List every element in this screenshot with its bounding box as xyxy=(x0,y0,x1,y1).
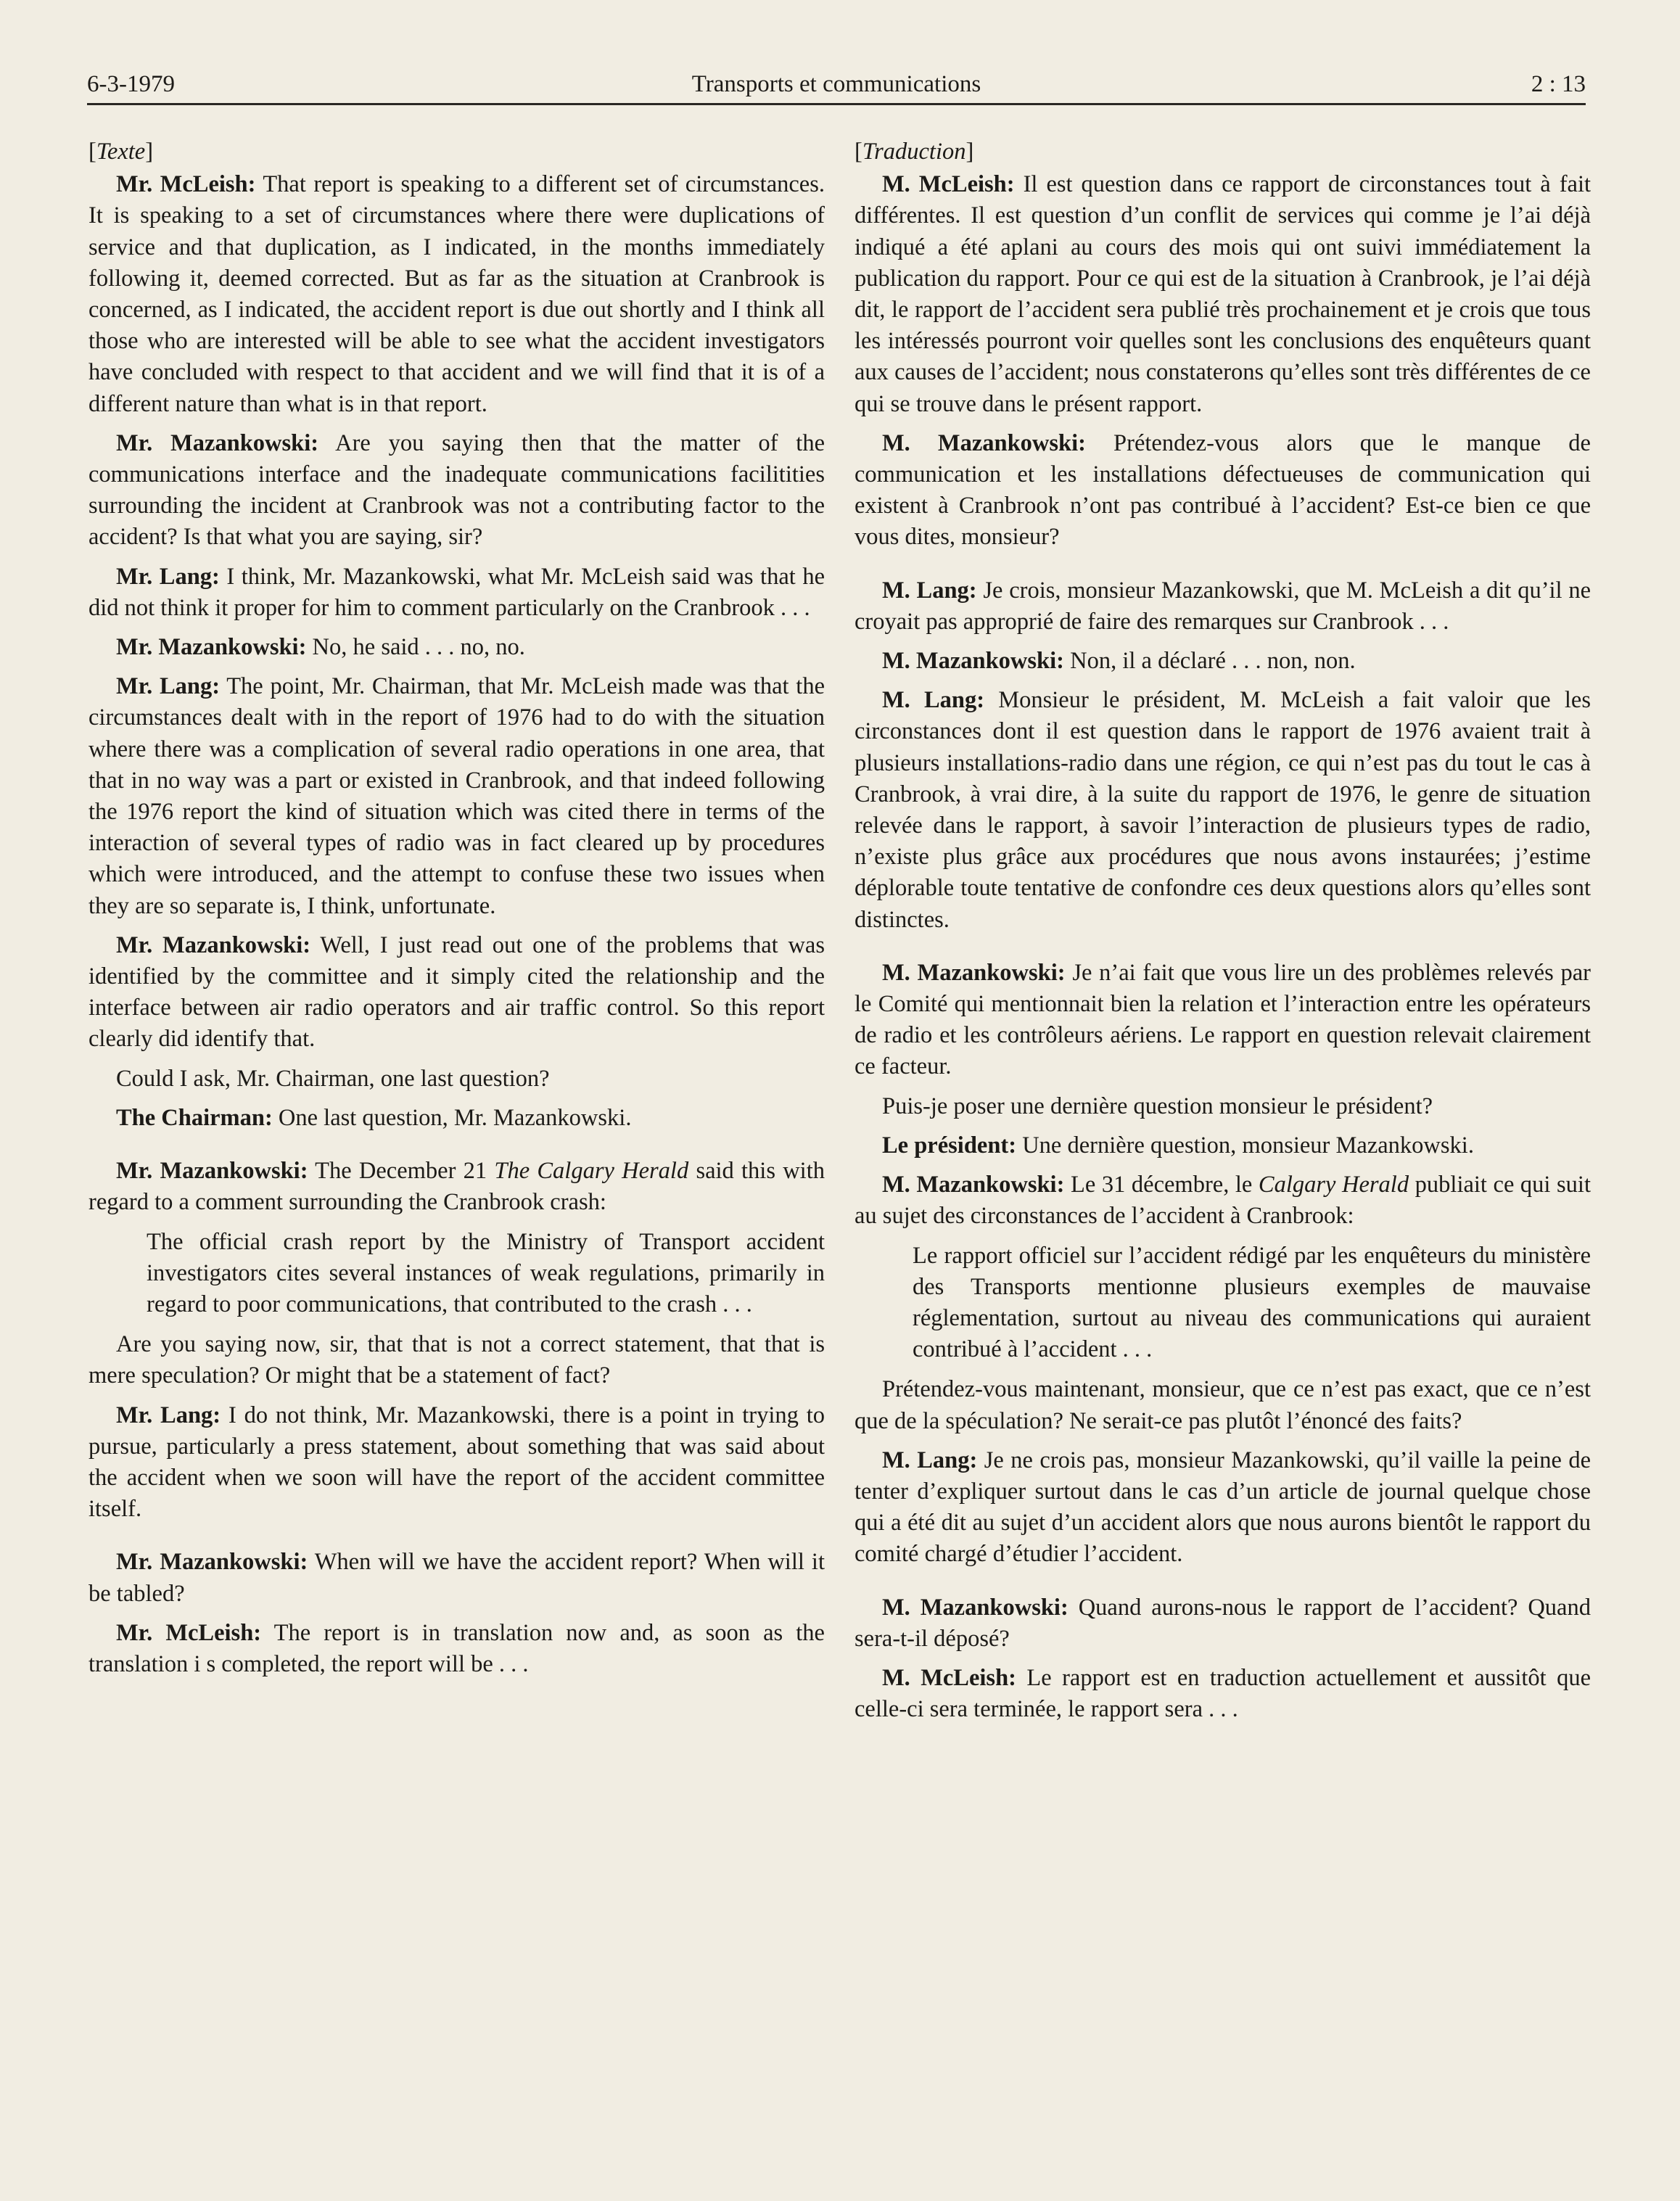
paragraph: Mr. Mazankowski: When will we have the accident report? When will it be tabled? xyxy=(88,1549,825,1607)
header-date: 6-3-1979 xyxy=(87,71,175,97)
paragraph: M. Mazankowski: Non, il a déclaré . . . non, non. xyxy=(882,648,1356,675)
speaker-name: Mr. Lang: xyxy=(116,563,220,590)
speaker-name: M. Mazankowski: xyxy=(882,648,1064,675)
speaker-name: M. McLeish: xyxy=(882,171,1015,198)
newspaper-title: Calgary Herald xyxy=(1258,1172,1409,1198)
paragraph: Mr. Lang: I do not think, Mr. Mazankowski, there is a point in trying to pursue, particularly a press statement, about something that was said about the accident when we soon will have the report of the accident committee itself. xyxy=(88,1402,825,1523)
newspaper-title: The Calgary Herald xyxy=(494,1158,689,1185)
speaker-name: Mr. Mazankowski: xyxy=(116,1549,308,1576)
speaker-name: M. Lang: xyxy=(882,577,977,604)
paragraph: Mr. Mazankowski: Well, I just read out one of the problems that was identified by the committee and it simply cited the relationship and the interface between air radio operators and air traffic control. So this report clearly did identify that. xyxy=(88,931,825,1053)
section-tag: [Traduction] xyxy=(855,139,974,165)
speaker-name: M. Mazankowski: xyxy=(882,429,1086,456)
speaker-name: M. McLeish: xyxy=(882,1664,1016,1691)
speaker-name: The Chairman: xyxy=(116,1104,273,1131)
paragraph: Could I ask, Mr. Chairman, one last question? xyxy=(116,1065,550,1092)
paragraph: Mr. Mazankowski: Are you saying then that the matter of the communications interface and the inadequate communications facilitities surrounding the incident at Cranbrook was not a contributing factor to the accident? Is that what you are saying, sir? xyxy=(88,429,825,551)
paragraph: M. Lang: Je ne crois pas, monsieur Mazankowski, qu’il vaille la peine de tenter d’expliquer surtout dans le cas d’un article de journal quelque chose qui a été dit au sujet d’un accident alors que nous aurons bientôt le rapport du comité chargé d’étudier l’accident. xyxy=(855,1447,1592,1568)
speaker-name: Mr. Mazankowski: xyxy=(116,1158,308,1185)
section-tag: [Texte] xyxy=(88,139,154,165)
paragraph: Are you saying now, sir, that that is not a correct statement, that that is mere speculation? Or might that be a statement of fact? xyxy=(88,1331,825,1389)
speaker-name: Mr. McLeish: xyxy=(116,171,256,198)
paragraph: Mr. Mazankowski: The December 21 The Calgary Herald said this with regard to a comment surrounding the Cranbrook crash: xyxy=(88,1158,825,1216)
paragraph: M. Lang: Je crois, monsieur Mazankowski, que M. McLeish a dit qu’il ne croyait pas approprié de faire des remarques sur Cranbrook . . . xyxy=(855,577,1592,635)
paragraph: Mr. McLeish: The report is in translation now and, as soon as the translation i s completed, the report will be . . . xyxy=(88,1619,825,1677)
running-header xyxy=(87,64,1586,104)
paragraph: M. Mazankowski: Le 31 décembre, le Calgary Herald publiait ce qui suit au sujet des circonstances de l’accident à Cranbrook: xyxy=(855,1172,1591,1230)
speaker-name: M. Mazankowski: xyxy=(882,1594,1068,1621)
paragraph: Mr. Lang: I think, Mr. Mazankowski, what Mr. McLeish said was that he did not think it proper for him to comment particularly on the Cranbrook . . . xyxy=(88,563,825,621)
french-column xyxy=(855,136,1591,1733)
paragraph: Le président: Une dernière question, monsieur Mazankowski. xyxy=(882,1132,1474,1159)
speaker-name: Mr. Lang: xyxy=(116,1402,221,1428)
paragraph: The Chairman: One last question, Mr. Mazankowski. xyxy=(116,1104,632,1131)
english-column xyxy=(88,136,825,1688)
paragraph: M. McLeish: Le rapport est en traduction actuellement et aussitôt que celle-ci sera terminée, le rapport sera . . . xyxy=(855,1664,1591,1723)
paragraph: Mr. Mazankowski: No, he said . . . no, no. xyxy=(116,634,525,661)
paragraph: M. McLeish: Il est question dans ce rapport de circonstances tout à fait différentes. Il est question d’un conflit de services qui comme je l’ai déjà indiqué a été aplani au cours des mois qui ont suivi immédiatement la publication du rapport. Pour ce qui est de la situation à Cranbrook, je l’ai déjà dit, le rapport de l’accident sera publié très prochainement et je crois que tous les intéressés pourront voir quelles sont les conclusions des enquêteurs quant aux causes de l’accident; nous constaterons qu’elles sont très différentes de ce qui se trouve dans le présent rapport. xyxy=(855,171,1592,417)
paragraph: Puis-je poser une dernière question monsieur le président? xyxy=(882,1093,1433,1119)
speaker-name: Mr. Mazankowski: xyxy=(116,931,311,958)
header-rule xyxy=(87,103,1586,105)
speaker-name: Mr. Mazankowski: xyxy=(116,634,307,661)
speaker-name: M. Lang: xyxy=(882,687,985,714)
speaker-name: M. Lang: xyxy=(882,1447,978,1473)
speaker-name: M. Mazankowski: xyxy=(882,1172,1065,1198)
paragraph: M. Mazankowski: Prétendez-vous alors que le manque de communication et les installations défectueuses de communication qui existent à Cranbrook n’ont pas contribué à l’accident? Est-ce bien ce que vous dites, monsieur? xyxy=(855,429,1591,551)
header-title: Transports et communications xyxy=(691,71,981,97)
paragraph: M. Mazankowski: Quand aurons-nous le rapport de l’accident? Quand sera-t-il déposé? xyxy=(855,1594,1591,1652)
speaker-name: Mr. McLeish: xyxy=(116,1619,262,1646)
paragraph: Mr. Lang: The point, Mr. Chairman, that Mr. McLeish made was that the circumstances dealt with in the report of 1976 had to do with the situation where there was a complication of several radio operations in one area, that that in no way was a part or existed in Cranbrook, and that indeed following the 1976 report the kind of situation which was cited there in terms of the interaction of several types of radio was in fact cleared up by procedures which were introduced, and the attempt to confuse these two issues when they are so separate is, I think, unfortunate. xyxy=(88,673,825,919)
speaker-name: M. Mazankowski: xyxy=(882,959,1066,986)
paragraph: Prétendez-vous maintenant, monsieur, que ce n’est pas exact, que ce n’est que de la spéculation? Ne serait-ce pas plutôt l’énoncé des faits? xyxy=(855,1376,1591,1434)
speaker-name: Le président: xyxy=(882,1132,1017,1159)
block-quote: Le rapport officiel sur l’accident rédigé par les enquêteurs du ministère des Transports mentionne plusieurs exemples de mauvaise réglementation, surtout au niveau des communications qui auraient contribué à l’accident . . . xyxy=(913,1242,1591,1363)
paragraph: Mr. McLeish: That report is speaking to a different set of circumstances. It is speaking to a set of circumstances where there were duplications of service and that duplication, as I indicated, in the months immediately following it, deemed corrected. But as far as the situation at Cranbrook is concerned, as I indicated, the accident report is due out shortly and I think all those who are interested will be able to see what the accident investigators have concluded with respect to that accident and we will find that it is of a different nature than what is in that report. xyxy=(88,171,825,417)
block-quote: The official crash report by the Ministry of Transport accident investigators cites several instances of weak regulations, primarily in regard to poor communications, that contributed to the crash . . . xyxy=(147,1228,825,1317)
paragraph: M. Lang: Monsieur le président, M. McLeish a fait valoir que les circonstances dont il est question dans le rapport de 1976 avaient trait à plusieurs installations-radio dans une région, ce qui n’est pas du tout le cas à Cranbrook, à vrai dire, à la suite du rapport de 1976, le genre de situation relevée dans le rapport, à savoir l’interaction de plusieurs types de radio, n’existe plus grâce aux procédures que nous avons instaurées; j’estime déplorable toute tentative de confondre ces deux questions alors qu’elles sont distinctes. xyxy=(855,687,1591,933)
speaker-name: Mr. Mazankowski: xyxy=(116,429,319,456)
speaker-name: Mr. Lang: xyxy=(116,673,221,700)
paragraph: M. Mazankowski: Je n’ai fait que vous lire un des problèmes relevés par le Comité qui mentionnait bien la relation et l’interaction entre les opérateurs de radio et les contrôleurs aériens. Le rapport en question relevait clairement ce facteur. xyxy=(855,959,1591,1080)
header-page-number: 2 : 13 xyxy=(1531,71,1586,97)
